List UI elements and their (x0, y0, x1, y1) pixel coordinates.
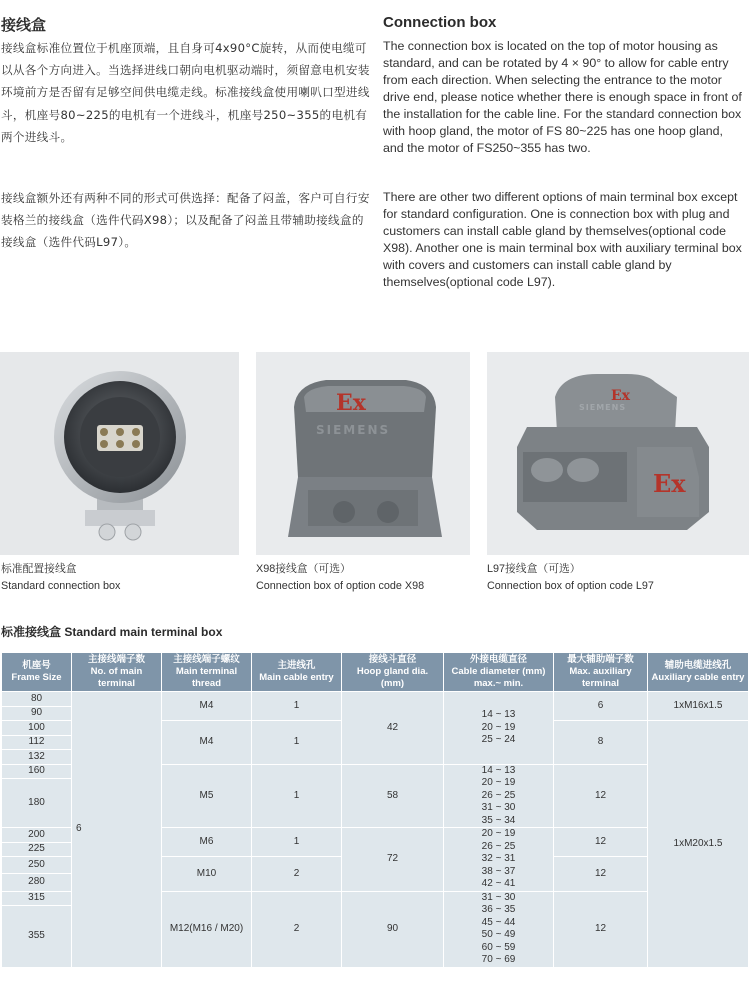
aux-terminal-cell: 12 (554, 764, 648, 828)
header-hoop-gland-dia: 接线斗直径 Hoop gland dia. (mm) (342, 653, 444, 692)
terminal-box-spec-table (1, 652, 749, 968)
photo-caption-1 (1, 561, 120, 595)
entry-cell: 2 (252, 857, 342, 892)
cable-diameter-cell: 14 ~ 13 20 ~ 19 25 ~ 24 (444, 692, 554, 765)
header-main-cable-entry: 主进线孔 Main cable entry (252, 653, 342, 692)
terminal-count-cell: 6 (72, 692, 162, 968)
thread-cell: M4 (162, 721, 252, 765)
zh-paragraph-1: 接线盒标准位置位于机座顶端，且自身可4x90°C旋转，从而使电缆可以从各个方向进入。当选择进线口朝向电机驱动端时，须留意电机安装环境前方是否留有足够空间供电缆走线。标准接线盒使用喇叭口型进线斗，机座号80~225的电机有一个进线斗，机座号250~355的电机有两个进线斗。 (1, 41, 370, 144)
aux-terminal-cell: 6 (554, 692, 648, 721)
cable-diameter-cell: 14 ~ 13 20 ~ 19 26 ~ 25 31 ~ 30 35 ~ 34 (444, 764, 554, 828)
header-frame-size: 机座号 Frame Size (2, 653, 72, 692)
en-title: Connection box (383, 14, 497, 31)
frame-cell: 355 (2, 906, 72, 968)
ex-mark: Ex (336, 390, 366, 416)
frame-cell: 90 (2, 706, 72, 721)
table-row (2, 692, 749, 707)
standard-connection-box-photo (0, 352, 239, 555)
en-paragraph-2: There are other two different options of main terminal box except for standard configuration. One is connection box with plug and customers can install cable gland by themselves(optional code X98). Another one is main terminal box with auxiliary terminal box with covers and customers can install cable gland by themselves(optional code L97). (383, 190, 742, 289)
frame-cell: 225 (2, 842, 72, 857)
ex-mark-top: Ex (611, 388, 631, 404)
zh-paragraph-2: 接线盒额外还有两种不同的形式可供选择：配备了闷盖，客户可自行安装格兰的接线盒（选件代码X98）；以及配备了闷盖且带辅助接线盒的接线盒（选件代码L97）。 (1, 191, 370, 250)
cable-diameter-cell: 31 ~ 30 36 ~ 35 45 ~ 44 50 ~ 49 60 ~ 59 70 ~ 69 (444, 891, 554, 967)
thread-cell: M12(M16 / M20) (162, 891, 252, 967)
thread-cell: M5 (162, 764, 252, 828)
aux-entry-cell: 1xM20x1.5 (648, 721, 749, 968)
frame-cell: 280 (2, 874, 72, 891)
caption-zh: L97接线盒（可选） (487, 563, 581, 575)
frame-cell: 80 (2, 692, 72, 707)
gland-cell: 42 (342, 692, 444, 765)
header-max-aux-terminal: 最大辅助端子数 Max. auxiliary terminal (554, 653, 648, 692)
gland-cell: 72 (342, 828, 444, 892)
siemens-brand-mark: SIEMENS (579, 403, 627, 412)
frame-cell: 100 (2, 721, 72, 736)
siemens-brand-mark: SIEMENS (316, 423, 391, 437)
aux-terminal-cell: 8 (554, 721, 648, 765)
caption-en: Connection box of option code L97 (487, 580, 654, 592)
aux-terminal-cell: 12 (554, 891, 648, 967)
x98-connection-box-photo (256, 352, 470, 555)
entry-cell: 2 (252, 891, 342, 967)
thread-cell: M4 (162, 692, 252, 721)
gland-cell: 90 (342, 891, 444, 967)
table-header-row (2, 653, 749, 692)
entry-cell: 1 (252, 764, 342, 828)
cable-diameter-cell: 20 ~ 19 26 ~ 25 32 ~ 31 38 ~ 37 42 ~ 41 (444, 828, 554, 892)
frame-cell: 160 (2, 764, 72, 779)
frame-cell: 315 (2, 891, 72, 906)
aux-entry-cell: 1xM16x1.5 (648, 692, 749, 721)
header-main-terminal-thread: 主接线端子螺纹 Main terminal thread (162, 653, 252, 692)
thread-cell: M10 (162, 857, 252, 892)
l97-connection-box-photo (487, 352, 749, 555)
frame-cell: 250 (2, 857, 72, 874)
entry-cell: 1 (252, 721, 342, 765)
aux-terminal-cell: 12 (554, 857, 648, 892)
caption-en: Standard connection box (1, 580, 121, 592)
en-paragraph-1: The connection box is located on the top of motor housing as standard, and can be rotated by 4 × 90° to allow for cable entry from each direction. When selecting the entrance to the motor drive end, please notice whether there is enough space in front of the installation for the cable line. For the standard connection box with hoop gland, the motor of FS 80~225 has one hoop gland, and the motor of FS250~355 has two. (383, 39, 742, 155)
frame-cell: 180 (2, 779, 72, 828)
gland-cell: 58 (342, 764, 444, 828)
photo-caption-3 (487, 561, 654, 595)
caption-en: Connection box of option code X98 (256, 580, 425, 592)
zh-title: 接线盒 (1, 16, 47, 34)
frame-cell: 112 (2, 735, 72, 750)
aux-terminal-cell: 12 (554, 828, 648, 857)
caption-zh: 标准配置接线盒 (1, 563, 77, 575)
caption-zh: X98接线盒（可选） (256, 563, 351, 575)
frame-cell: 200 (2, 828, 72, 843)
photo-caption-2 (256, 561, 424, 595)
header-main-terminal-count: 主接线端子数 No. of main terminal (72, 653, 162, 692)
entry-cell: 1 (252, 692, 342, 721)
header-aux-cable-entry: 辅助电缆进线孔 Auxiliary cable entry (648, 653, 749, 692)
entry-cell: 1 (252, 828, 342, 857)
frame-cell: 132 (2, 750, 72, 765)
table-title: 标准接线盒 Standard main terminal box (1, 625, 223, 639)
header-cable-diameter: 外接电缆直径 Cable diameter (mm) max.~ min. (444, 653, 554, 692)
thread-cell: M6 (162, 828, 252, 857)
ex-mark-side: Ex (653, 469, 686, 498)
